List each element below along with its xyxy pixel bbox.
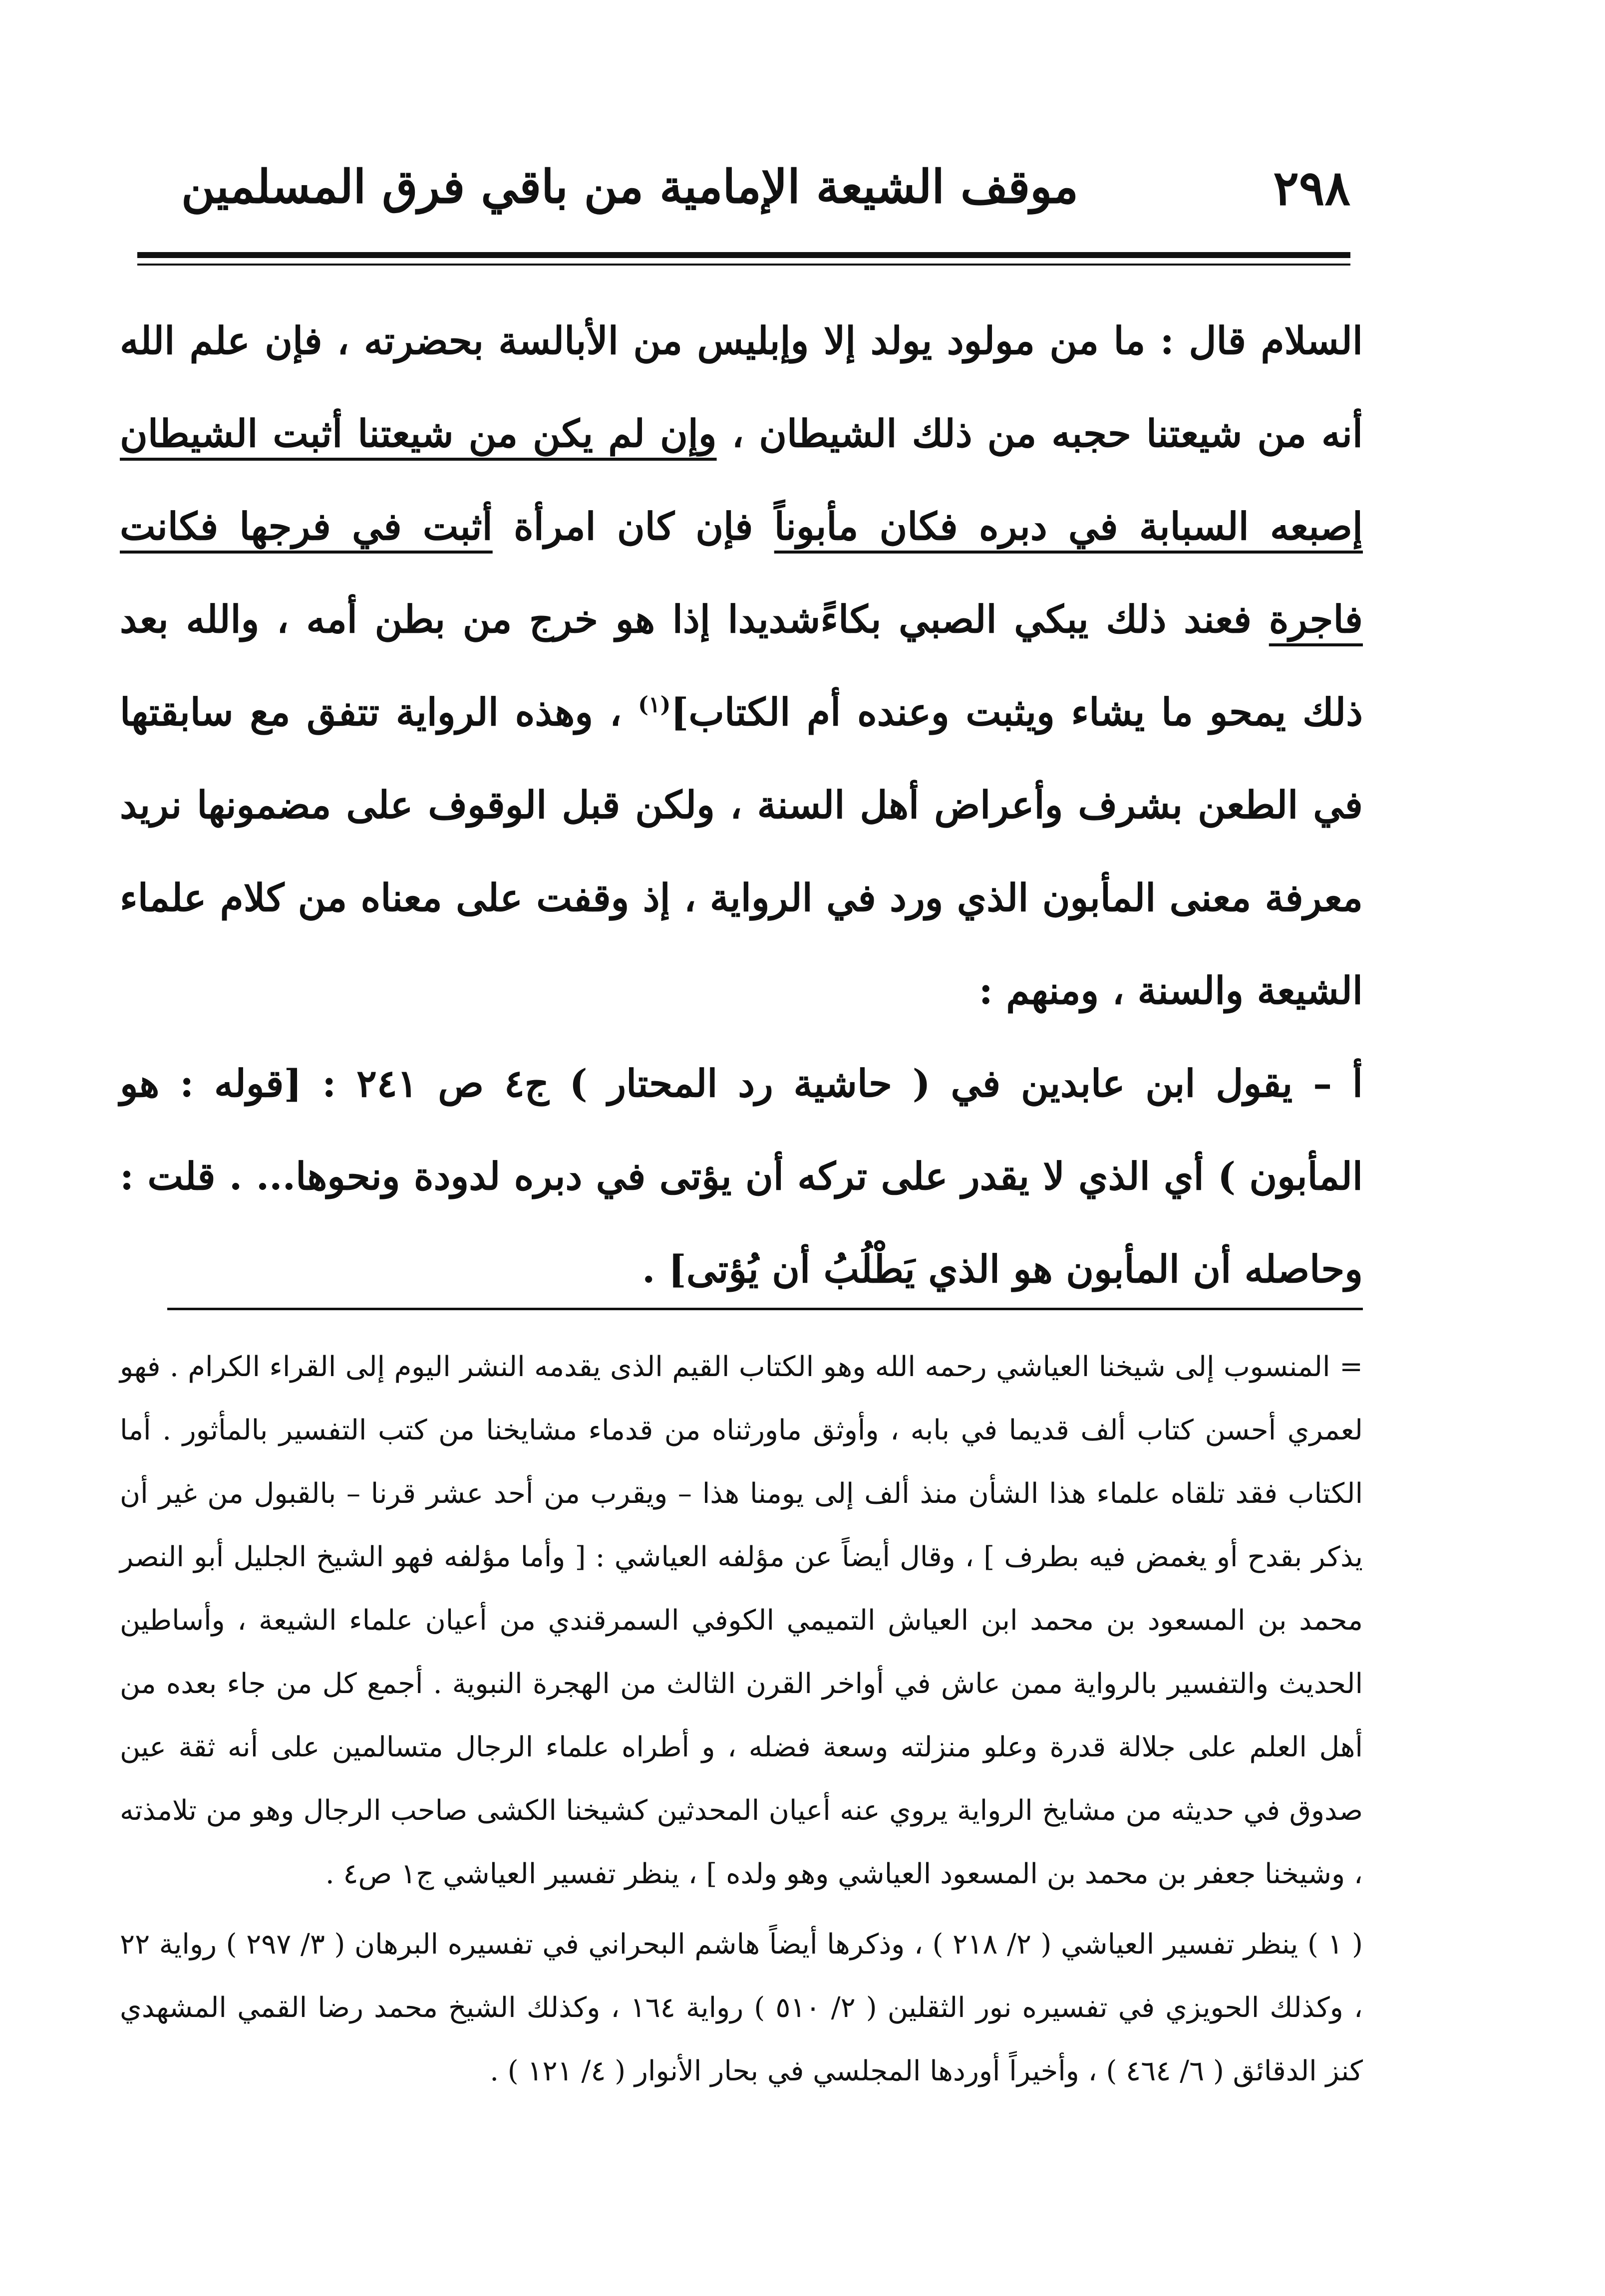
underlined-phrase: أثبت في فرجها فكانت فاجرة xyxy=(120,504,1363,641)
underlined-phrase: وإن لم يكن من شيعتنا أثبت الشيطان إصبعه السبابة في دبره فكان مأبوناً xyxy=(120,411,1363,549)
footnote-reference: (١) xyxy=(638,692,671,718)
paragraph-ibn-abidin: أ – يقول ابن عابدين في ( حاشية رد المحتار ) ج٤ ص ٢٤١ : [قوله : هو المأبون ) أي الذي لا يقدر على تركه أن يؤتى في دبره لدودة ونحوها... . قلت : وحاصله أن المأبون هو الذي يَطْلُبُ أن يُؤتى] . xyxy=(120,1061,1363,1291)
header-rule-thin xyxy=(137,264,1350,266)
footnotes xyxy=(120,1335,1363,2103)
text-segment: فإن كان امرأة xyxy=(492,504,774,549)
footnote-continued: = المنسوب إلى شيخنا العياشي رحمه الله وهو الكتاب القيم الذى يقدمه النشر اليوم إلى القراء الكرام . فهو لعمري أحسن كتاب ألف قديما في بابه ، وأوثق ماورثناه من قدماء مشايخنا من كتب التفسير بالمأثور . أما الكتاب فقد تلقاه علماء هذا الشأن منذ ألف إلى يومنا هذا – ويقرب من أحد عشر قرنا – بالقبول من غير أن يذكر بقدح أو يغمض فيه بطرف ] ، وقال أيضاً عن مؤلفه العياشي : [ وأما مؤلفه فهو الشيخ الجليل أبو النصر محمد بن المسعود بن محمد ابن العياش التميمي الكوفي السمرقندي من أعيان علماء الشيعة ، وأساطين الحديث والتفسير بالرواية ممن عاش في أواخر القرن الثالث من الهجرة النبوية . أجمع كل من جاء بعده من أهل العلم على جلالة قدرة وعلو منزلته وسعة فضله ، و أطراه علماء الرجال متسالمين على أنه ثقة عين صدوق في حديثه من مشايخ الرواية يروي عنه أعيان المحدثين كشيخنا الكشى صاحب الرجال وهو من تلامذته ، وشيخنا جعفر بن محمد بن المسعود العياشي وهو ولده ] ، ينظر تفسير العياشي ج١ ص٤ . xyxy=(120,1351,1363,1890)
text-segment: السلام قال : ما من مولود يولد إلا وإبليس من الأبالسة بحضرته ، فإن علم الله أنه من شيعتنا حجبه من ذلك الشيطان ، xyxy=(120,318,1363,456)
main-text xyxy=(120,294,1363,1316)
text-segment: ، وهذه الرواية تتفق مع سابقتها في الطعن بشرف وأعراض أهل السنة ، ولكن قبل الوقوف على مضمونها نريد معرفة معنى المأبون الذي ورد في الرواية ، إذ وقفت على معناه من كلام علماء الشيعة والسنة ، ومنهم : xyxy=(120,690,1363,1013)
header-rule-thick xyxy=(137,252,1350,258)
page-header xyxy=(137,150,1350,225)
footnote-1: ( ١ ) ينظر تفسير العياشي ( ٢/ ٢١٨ ) ، وذكرها أيضاً هاشم البحراني في تفسيره البرهان ( ٣/ ٢٩٧ ) رواية ٢٢ ، وكذلك الحويزي في تفسيره نور الثقلين ( ٢/ ٥١٠ ) رواية ١٦٤ ، وكذلك الشيخ محمد رضا القمي المشهدي كنز الدقائق ( ٦/ ٤٦٤ ) ، وأخيراً أوردها المجلسي في بحار الأنوار ( ٤/ ١٢١ ) . xyxy=(120,1928,1363,2087)
page-number: ٢٩٨ xyxy=(1273,160,1350,216)
paragraph-narration xyxy=(120,294,1363,1037)
running-title: موقف الشيعة الإمامية من باقي فرق المسلمين xyxy=(181,160,1078,214)
text-segment: فعند ذلك يبكي الصبي بكاءًشديدا إذا هو خرج من بطن أمه ، والله بعد ذلك يمحو ما يشاء ويثبت وعنده أم الكتاب] xyxy=(120,597,1363,734)
footnote-separator xyxy=(167,1308,1363,1310)
